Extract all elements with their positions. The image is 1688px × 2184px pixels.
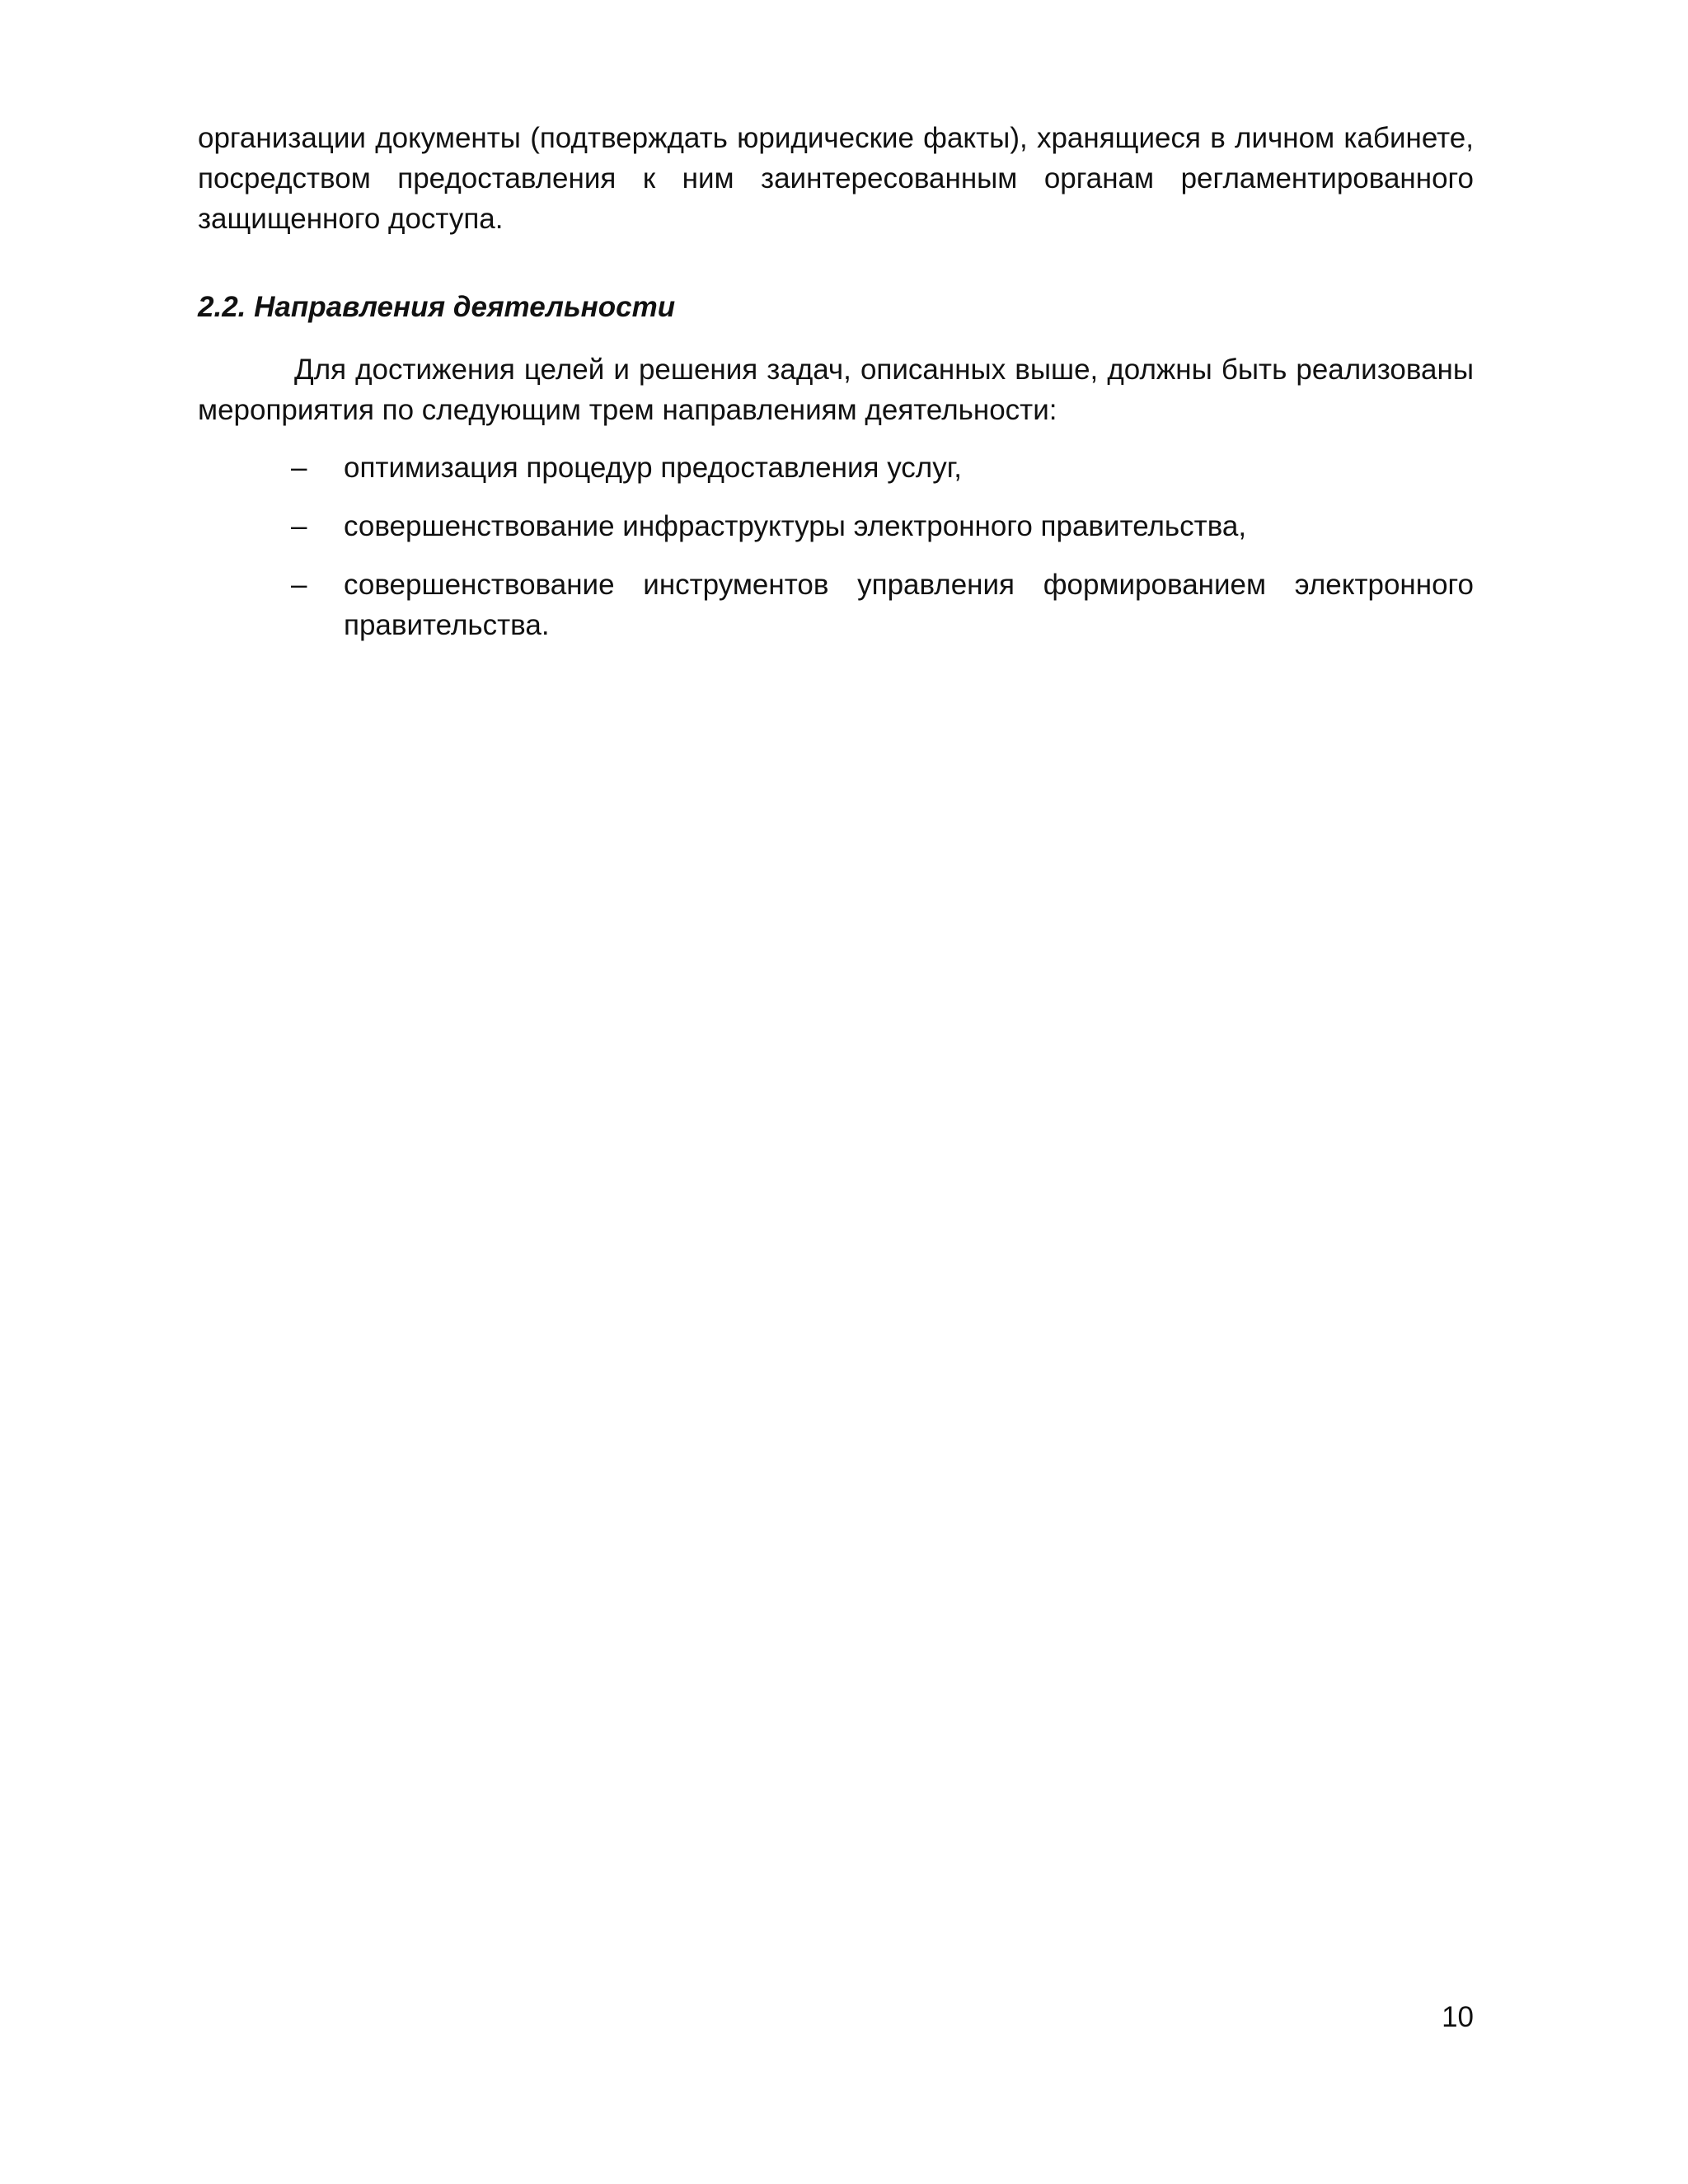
dash-bullet-icon: –	[291, 569, 307, 601]
section-heading: 2.2. Направления деятельности	[198, 291, 676, 323]
list-item	[198, 565, 1474, 645]
list-item	[198, 448, 1474, 488]
list-item-text: оптимизация процедур предоставления услуг,	[344, 452, 962, 484]
dash-bullet-icon: –	[291, 510, 307, 542]
body-paragraph-intro: Для достижения целей и решения задач, описанных выше, должны быть реализованы мероприятия по следующим трем направлениям деятельности:	[198, 354, 1474, 426]
page-number: 10	[1442, 2001, 1474, 2033]
list-item	[198, 506, 1474, 546]
bullet-list	[198, 448, 1474, 663]
list-item-text: совершенствование инструментов управления формированием электронного правительства.	[344, 569, 1474, 641]
body-paragraph-continued: организации документы (подтверждать юридические факты), хранящиеся в личном кабинете, посредством предоставления к ним заинтересованным органам регламентированного защищенного доступа.	[198, 122, 1474, 235]
list-item-text: совершенствование инфраструктуры электронного правительства,	[344, 510, 1247, 542]
dash-bullet-icon: –	[291, 452, 307, 484]
